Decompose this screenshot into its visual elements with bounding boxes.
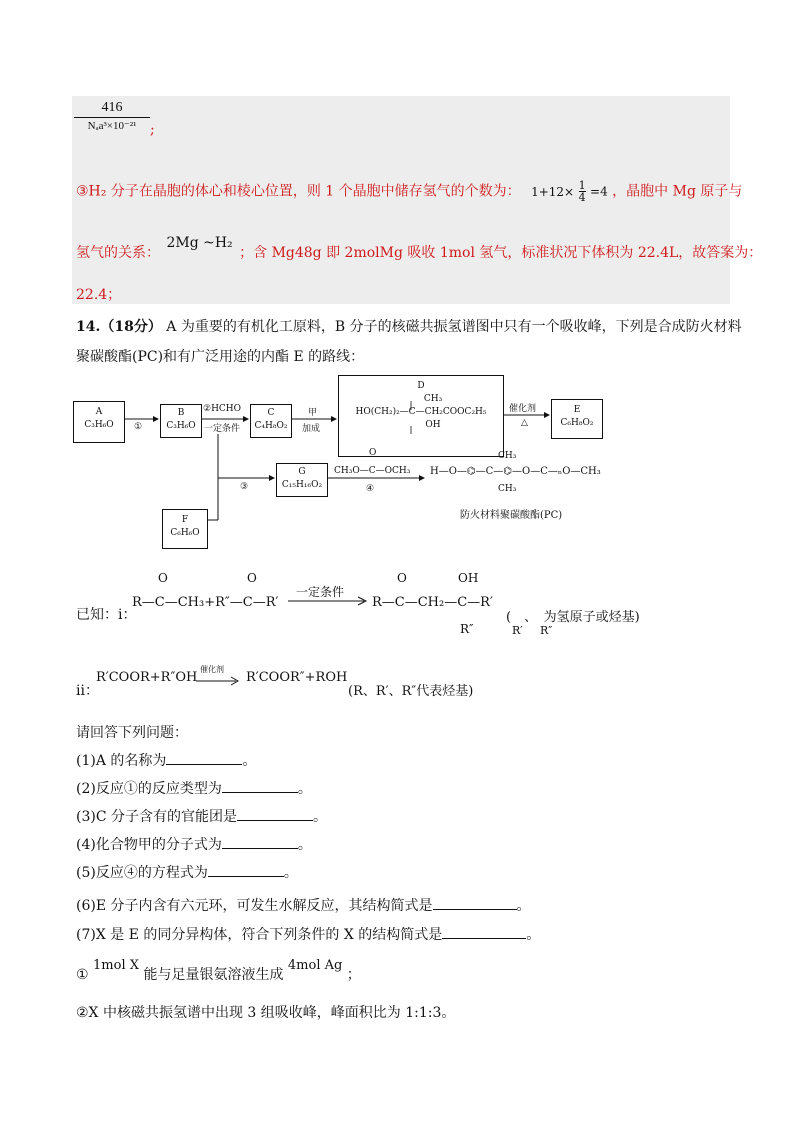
answer-blank-1[interactable] — [166, 752, 242, 765]
subq-5-text: (5)反应④的方程式为 — [76, 865, 208, 881]
scheme-arrows — [0, 0, 800, 560]
fraction-denominator: Nₐa³×10⁻²¹ — [87, 120, 137, 132]
step-jia-bottom: 加成 — [302, 424, 321, 434]
known-i-OH: OH — [458, 571, 479, 585]
step-1-label: ① — [134, 422, 143, 432]
step-4-label: ④ — [366, 484, 375, 494]
known-i-O3: O — [397, 571, 407, 585]
known-ii-left: R′COOR+R″OH — [96, 670, 198, 685]
answer-blank-3[interactable] — [237, 808, 313, 821]
answer-line-4b: ；含 Mg48g 即 2molMg 吸收 1mol 氢气，标准状况下体积为 22.4L，故答案为： — [239, 245, 763, 261]
subq-7-text: (7)X 是 E 的同分异构体，符合下列条件的 X 的结构简式是 — [76, 927, 443, 943]
answer-line-3a: ③H₂ 分子在晶胞的体心和棱心位置，则 1 个晶胞中储存氢气的个数为： — [76, 183, 521, 200]
known-ii-condition: 催化剂 — [200, 665, 224, 674]
answer-blank-7[interactable] — [442, 926, 526, 939]
condition-2: ②X 中核磁共振氢谱中出现 3 组吸收峰，峰面积比为 1:1:3。 — [76, 1005, 456, 1021]
known-i-note-R1: R′ — [512, 624, 523, 637]
subq-1 — [76, 750, 256, 770]
dimethyl-carbonate: CH₃O—C—OCH₃ — [334, 466, 411, 476]
answer-blank-2[interactable] — [222, 780, 298, 793]
subq-6-period: 。 — [516, 898, 531, 914]
subq-1-period: 。 — [242, 753, 257, 769]
pc-ch3-top: CH₃ — [498, 451, 517, 461]
compound-B-formula: C₃H₆O — [166, 421, 196, 431]
question-number: 14.（18分） — [76, 319, 162, 335]
condition-1-ag: 4mol Ag — [287, 958, 343, 973]
compound-G-formula: C₁₅H₁₆O₂ — [281, 480, 323, 490]
pc-caption: 防火材料聚碳酸酯(PC) — [460, 510, 563, 521]
subq-2-text: (2)反应①的反应类型为 — [76, 781, 222, 797]
condition-1-end: ； — [346, 967, 361, 983]
compound-G-label: G — [298, 467, 306, 477]
known-i-note-R2: R″ — [540, 624, 553, 637]
subq-3-text: (3)C 分子含有的官能团是 — [76, 809, 237, 825]
condition-1-text: 能与足量银氨溶液生成 — [143, 967, 284, 983]
subq-3-period: 。 — [313, 809, 327, 825]
step-2-bottom-label: 一定条件 — [204, 424, 241, 434]
compound-A-label: A — [95, 407, 103, 417]
subq-intro: 请回答下列问题： — [76, 725, 188, 741]
known-i-reactant: R—C—CH₃+R″—C—R′ — [132, 595, 279, 610]
known-ii-arrow — [196, 676, 240, 686]
fraction-four: 4 — [578, 191, 586, 204]
known-ii-right: R′COOR″+ROH — [246, 670, 348, 685]
subq-2 — [76, 778, 312, 798]
compound-C-formula: C₄H₈O₂ — [254, 421, 288, 431]
known-i-product: R—C—CH₂—C—R′ — [372, 595, 493, 610]
fraction-end: ; — [150, 122, 155, 138]
subq-5 — [76, 862, 298, 882]
answer-line-3-eq: =4 — [590, 184, 608, 199]
known-ii-note: (R、R′、R″代表烃基) — [348, 684, 474, 699]
answer-line-4-formula: 2Mg ~H₂ — [166, 235, 233, 251]
carbonate-O: O — [369, 448, 377, 458]
answer-line-3b: ，晶胞中 Mg 原子与 — [612, 183, 743, 200]
pc-structure: H—O—⌬—C—⌬—O—C—ₙO—CH₃ — [430, 466, 601, 477]
fraction-one: 1 — [578, 179, 586, 192]
compound-E-label: E — [573, 405, 581, 415]
subq-7-period: 。 — [526, 927, 541, 943]
known-i-note: ( 、 为氢原子或烃基) — [506, 610, 640, 625]
answer-line-3-formula: 1+12× — [531, 184, 575, 199]
question-stem-text-1: A 为重要的有机化工原料，B 分子的核磁共振氢谱图中只有一个吸收峰，下列是合成防火材料 — [166, 319, 742, 335]
fraction-numerator: 416 — [101, 100, 123, 115]
pc-ch3-bottom: CH₃ — [498, 484, 517, 494]
compound-F-label: F — [181, 515, 189, 525]
catalyst-top: 催化剂 — [509, 404, 537, 414]
compound-D-label: D — [417, 381, 425, 391]
compound-B-label: B — [177, 408, 185, 418]
known-i-O1: O — [158, 571, 168, 585]
condition-1-mark: ① — [76, 967, 89, 983]
subq-6-text: (6)E 分子内含有六元环，可发生水解反应，其结构简式是 — [76, 898, 433, 914]
question-stem-2: 聚碳酸酯(PC)和有广泛用途的内酯 E 的路线： — [76, 349, 365, 365]
known-ii-label: ii： — [76, 683, 99, 699]
answer-blank-5[interactable] — [208, 864, 284, 877]
subq-4-text: (4)化合物甲的分子式为 — [76, 837, 222, 853]
known-i-condition: 一定条件 — [296, 585, 345, 599]
known-i-arrow — [288, 596, 368, 606]
subq-7 — [76, 924, 540, 944]
subq-6 — [76, 895, 531, 915]
answer-line-4a: 氢气的关系： — [76, 245, 160, 261]
compound-D-ch3: CH₃ — [423, 394, 443, 404]
condition-1 — [76, 958, 361, 984]
compound-D-chain: HO(CH₂)₂—C—CH₂COOC₂H₅ — [355, 407, 487, 417]
subq-3 — [76, 806, 327, 826]
subq-5-period: 。 — [283, 865, 298, 881]
step-3-label: ③ — [240, 482, 249, 492]
answer-blank-4[interactable] — [222, 836, 298, 849]
compound-E-formula: C₆H₈O₂ — [560, 418, 594, 428]
catalyst-bottom: △ — [521, 418, 528, 428]
condition-1-mol: 1mol X — [93, 958, 139, 973]
subq-2-period: 。 — [297, 781, 312, 797]
step-jia-top: 甲 — [308, 408, 318, 418]
answer-blank-6[interactable] — [433, 897, 517, 910]
compound-A-formula: C₃H₆O — [84, 420, 114, 430]
compound-F-formula: C₆H₆O — [170, 528, 200, 538]
answer-line-5: 22.4； — [76, 287, 122, 303]
compound-D-oh: OH — [425, 420, 441, 430]
subq-1-text: (1)A 的名称为 — [76, 753, 167, 769]
subq-4 — [76, 834, 312, 854]
known-i-O2: O — [247, 571, 257, 585]
step-2-top-label: ②HCHO — [203, 404, 242, 414]
subq-4-period: 。 — [297, 837, 312, 853]
known-i-R2: R″ — [460, 622, 474, 636]
known-i-label: 已知：i： — [76, 607, 137, 623]
compound-C-label: C — [267, 408, 275, 418]
